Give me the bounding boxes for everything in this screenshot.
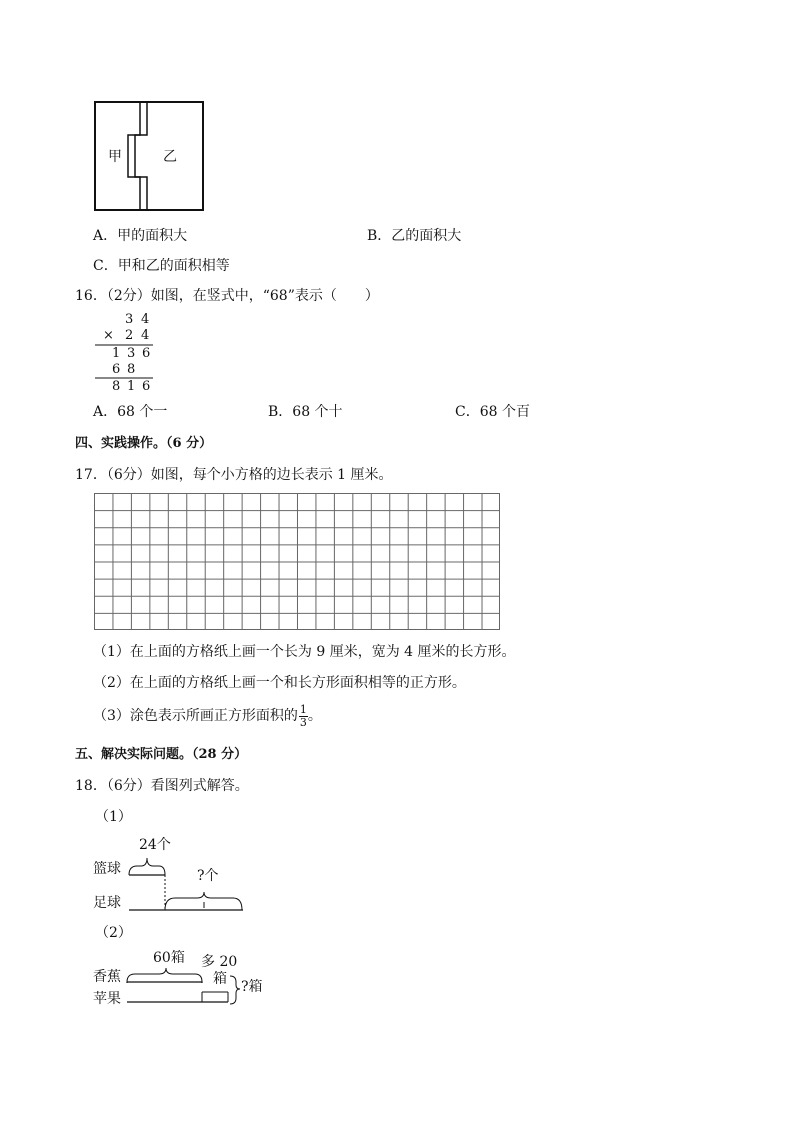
fraction-denominator: 3 bbox=[299, 715, 307, 729]
fraction-numerator: 1 bbox=[299, 703, 307, 716]
vertical-digit: 3 bbox=[125, 312, 134, 327]
q17-sub3 bbox=[93, 704, 322, 728]
option-text: 乙的面积大 bbox=[391, 228, 462, 244]
vertical-digit: 6 bbox=[142, 346, 151, 361]
option-letter: C． bbox=[455, 404, 480, 420]
part-label: （1） bbox=[95, 809, 132, 825]
q16-question bbox=[75, 289, 379, 303]
q16-quote: “68” bbox=[262, 288, 295, 304]
banana-label: 香蕉 bbox=[93, 969, 121, 985]
vertical-digit: 6 bbox=[112, 362, 121, 377]
q17-sub1: （1）在上面的方格纸上画一个长为 9 厘米，宽为 4 厘米的长方形。 bbox=[93, 644, 516, 660]
q16-option-a bbox=[93, 405, 167, 419]
figure-label-yi: 乙 bbox=[163, 149, 177, 165]
part-label: （2） bbox=[95, 925, 132, 941]
option-text: 甲和乙的面积相等 bbox=[117, 258, 230, 274]
q17-sub2: （2）在上面的方格纸上画一个和长方形面积相等的正方形。 bbox=[93, 675, 466, 691]
q16-prefix: 16．（2分）如图，在竖式中， bbox=[75, 288, 263, 304]
total-label: ?箱 bbox=[241, 979, 263, 995]
sub3-text: （3）涂色表示所画正方形面积的 bbox=[93, 708, 298, 725]
option-letter: C． bbox=[93, 258, 118, 274]
top-value-label: 60箱 bbox=[153, 950, 185, 966]
option-letter: A． bbox=[93, 228, 118, 244]
vertical-digit: 8 bbox=[127, 362, 136, 377]
vertical-digit: 4 bbox=[141, 328, 150, 343]
vertical-digit: 6 bbox=[142, 379, 151, 394]
more-label: 多 20 bbox=[201, 954, 238, 970]
vertical-digit: 8 bbox=[112, 379, 121, 394]
vertical-digit: 1 bbox=[112, 346, 121, 361]
q16-option-c bbox=[455, 405, 530, 419]
option-letter: A． bbox=[93, 404, 118, 420]
line-diagram-1 bbox=[125, 837, 265, 920]
sub3-suffix: 。 bbox=[307, 708, 322, 725]
section-heading: 四、实践操作。（6 分） bbox=[75, 436, 213, 451]
vertical-digit: 1 bbox=[127, 379, 136, 394]
line-diagram-2 bbox=[125, 956, 265, 1016]
top-value-label: 24个 bbox=[139, 837, 171, 853]
more-label: 箱 bbox=[213, 971, 227, 987]
fraction bbox=[299, 704, 308, 728]
q17-question: 17．（6分）如图，每个小方格的边长表示 1 厘米。 bbox=[75, 467, 393, 483]
q15-option-b bbox=[367, 229, 461, 243]
q18-question: 18．（6分）看图列式解答。 bbox=[75, 778, 249, 794]
vertical-digit: 3 bbox=[127, 346, 136, 361]
option-text: 甲的面积大 bbox=[117, 228, 188, 244]
apple-label: 苹果 bbox=[93, 991, 121, 1007]
basketball-label: 篮球 bbox=[93, 861, 121, 877]
option-text: 68 个十 bbox=[292, 404, 343, 420]
q15-option-a bbox=[93, 229, 187, 243]
vertical-digit: 2 bbox=[125, 328, 134, 343]
football-label: 足球 bbox=[93, 895, 121, 911]
multiply-sign: × bbox=[103, 328, 114, 343]
figure-label-jia: 甲 bbox=[108, 149, 122, 165]
unknown-label: ?个 bbox=[197, 868, 219, 884]
square-grid[interactable] bbox=[94, 493, 500, 630]
section-heading: 五、解决实际问题。（28 分） bbox=[75, 747, 248, 762]
vertical-digit: 4 bbox=[141, 312, 150, 327]
option-letter: B． bbox=[367, 228, 392, 244]
option-text: 68 个百 bbox=[479, 404, 530, 420]
option-text: 68 个一 bbox=[117, 404, 168, 420]
q15-option-c bbox=[93, 259, 230, 273]
option-letter: B． bbox=[268, 404, 293, 420]
q16-option-b bbox=[268, 405, 343, 419]
q16-suffix: 表示（ ） bbox=[294, 288, 379, 304]
